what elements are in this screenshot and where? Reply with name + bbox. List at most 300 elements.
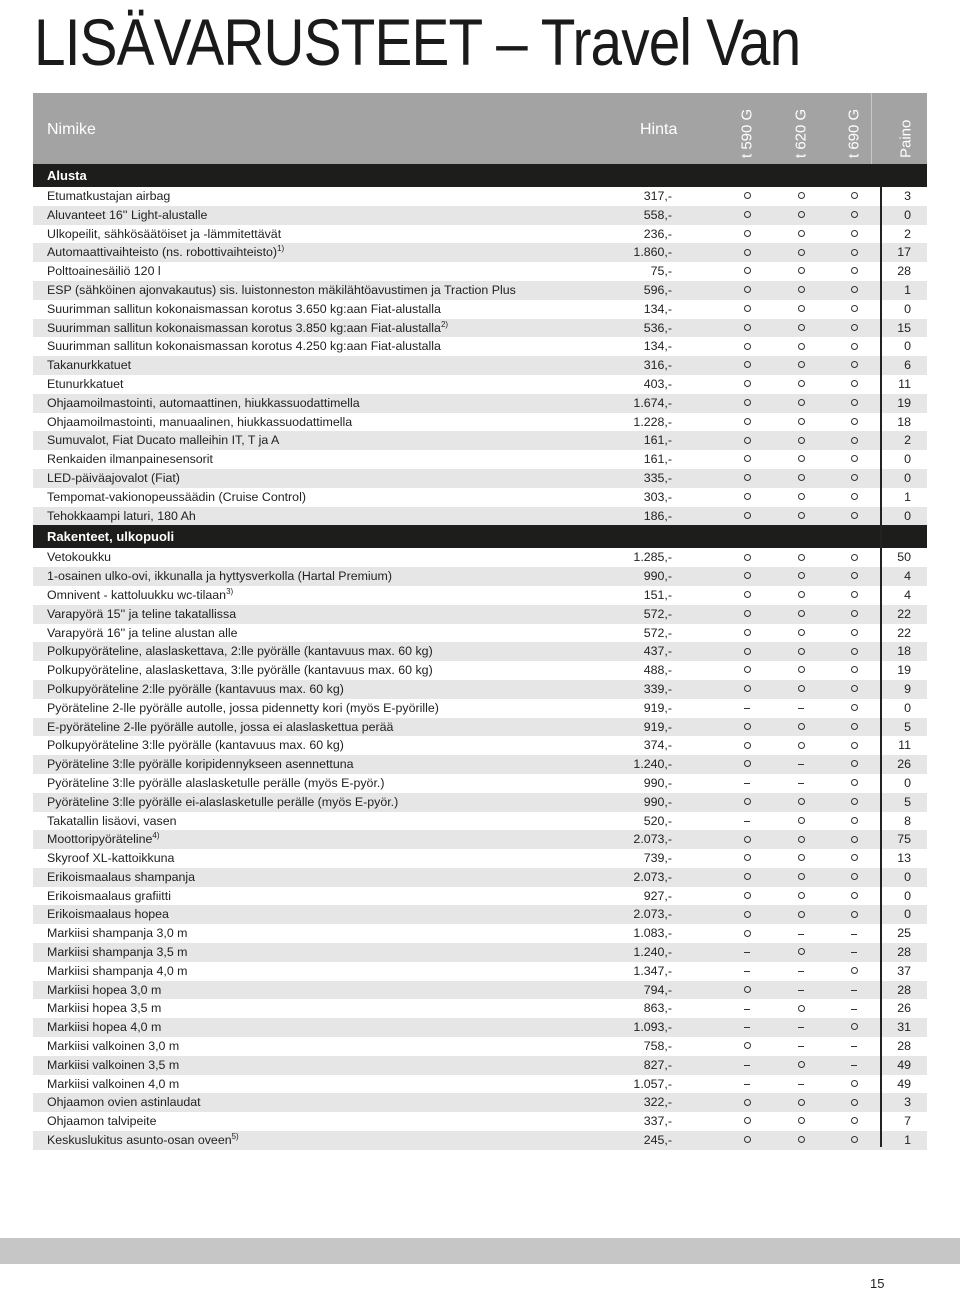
item-name	[47, 187, 170, 206]
item-name-text: Erikoismaalaus hopea	[47, 907, 169, 922]
item-name	[47, 375, 123, 394]
optional-circle-icon	[737, 548, 757, 567]
item-price: 151,-	[643, 587, 672, 602]
item-weight: 0	[904, 452, 911, 467]
optional-circle-icon	[844, 1018, 864, 1037]
item-name-text: Etumatkustajan airbag	[47, 189, 171, 203]
optional-circle-icon	[737, 624, 757, 643]
optional-circle-icon	[844, 187, 864, 206]
table-row	[33, 394, 927, 413]
optional-circle-icon	[844, 1131, 864, 1150]
item-name-text: Varapyörä 16'' ja teline alustan alle	[47, 625, 238, 640]
item-weight: 0	[904, 700, 911, 715]
optional-circle-icon	[844, 319, 864, 338]
optional-circle-icon	[737, 507, 757, 526]
table-row	[33, 469, 927, 488]
item-name	[47, 680, 344, 699]
item-name-text: Aluvanteet 16'' Light-alustalle	[47, 207, 208, 222]
item-weight: 18	[897, 644, 911, 659]
item-name-text: Erikoismaalaus grafiitti	[47, 888, 171, 903]
item-price: 303,-	[643, 489, 672, 504]
optional-circle-icon	[844, 661, 864, 680]
optional-circle-icon	[791, 1056, 811, 1075]
item-name	[47, 999, 161, 1018]
item-weight: 0	[904, 508, 911, 523]
item-name-text: Polkupyöräteline 3:lle pyörälle (kantavuus max. 60 kg)	[47, 738, 344, 753]
optional-circle-icon	[844, 356, 864, 375]
item-name	[47, 413, 352, 432]
optional-circle-icon	[844, 431, 864, 450]
not-available-dash-icon	[791, 924, 811, 943]
item-name	[47, 962, 187, 981]
header-model-3: t 690 G	[845, 108, 863, 158]
table-row	[33, 1037, 927, 1056]
item-name-text: ESP (sähköinen ajonvakautus) sis. luistonneston mäkilähtöavustimen ja Traction Plus	[47, 282, 516, 297]
optional-circle-icon	[791, 718, 811, 737]
optional-circle-icon	[737, 1131, 757, 1150]
optional-circle-icon	[791, 337, 811, 356]
table-row	[33, 1056, 927, 1075]
table-row	[33, 319, 927, 338]
not-available-dash-icon	[844, 943, 864, 962]
optional-circle-icon	[844, 586, 864, 605]
optional-circle-icon	[737, 755, 757, 774]
optional-circle-icon	[844, 905, 864, 924]
optional-circle-icon	[844, 206, 864, 225]
footnote-ref: 5)	[231, 1132, 239, 1142]
item-weight: 17	[897, 245, 911, 260]
item-price: 2.073,-	[633, 907, 672, 922]
optional-circle-icon	[737, 300, 757, 319]
optional-circle-icon	[844, 337, 864, 356]
item-weight: 49	[897, 1076, 911, 1091]
not-available-dash-icon	[737, 699, 757, 718]
optional-circle-icon	[791, 413, 811, 432]
optional-circle-icon	[737, 431, 757, 450]
item-weight: 0	[904, 470, 911, 485]
optional-circle-icon	[791, 375, 811, 394]
not-available-dash-icon	[737, 999, 757, 1018]
item-price: 161,-	[643, 433, 672, 448]
item-price: 1.347,-	[633, 963, 672, 978]
item-name-text: Pyöräteline 3:lle pyörälle koripidennykseen asennettuna	[47, 757, 354, 772]
item-name-text: Takatallin lisäovi, vasen	[47, 813, 177, 828]
item-weight: 5	[904, 794, 911, 809]
item-name-text: Polkupyöräteline, alaslaskettava, 3:lle pyörälle (kantavuus max. 60 kg)	[47, 663, 433, 678]
item-price: 1.285,-	[633, 550, 672, 565]
item-weight: 18	[897, 414, 911, 429]
optional-circle-icon	[737, 567, 757, 586]
table-row	[33, 507, 927, 526]
optional-circle-icon	[844, 868, 864, 887]
optional-circle-icon	[737, 337, 757, 356]
optional-circle-icon	[844, 962, 864, 981]
item-name-text: Erikoismaalaus shampanja	[47, 869, 196, 884]
item-price: 2.073,-	[633, 832, 672, 847]
table-row	[33, 605, 927, 624]
optional-circle-icon	[844, 243, 864, 262]
item-name-text: Varapyörä 15'' ja teline takatallissa	[47, 606, 237, 621]
item-weight: 0	[904, 339, 911, 354]
optional-circle-icon	[737, 187, 757, 206]
item-price: 335,-	[643, 470, 672, 485]
item-price: 75,-	[650, 264, 672, 279]
table-row	[33, 281, 927, 300]
table-row	[33, 755, 927, 774]
header-divider	[871, 93, 872, 164]
item-price: 520,-	[643, 813, 672, 828]
footnote-ref: 4)	[152, 831, 160, 841]
not-available-dash-icon	[791, 1037, 811, 1056]
item-name	[47, 605, 236, 624]
item-name	[47, 337, 441, 356]
item-name-text: Sumuvalot, Fiat Ducato malleihin IT, T ja A	[47, 433, 280, 448]
item-name-text: Markiisi hopea 3,5 m	[47, 1001, 162, 1016]
table-row	[33, 887, 927, 906]
item-weight: 3	[904, 189, 911, 203]
item-name-text: Markiisi hopea 4,0 m	[47, 1020, 162, 1035]
not-available-dash-icon	[737, 774, 757, 793]
item-weight: 26	[897, 757, 911, 772]
optional-circle-icon	[737, 262, 757, 281]
optional-circle-icon	[791, 356, 811, 375]
optional-circle-icon	[737, 225, 757, 244]
item-price: 572,-	[643, 625, 672, 640]
item-name-text: Markiisi valkoinen 3,5 m	[47, 1057, 180, 1072]
optional-circle-icon	[791, 243, 811, 262]
table-row	[33, 1018, 927, 1037]
item-weight: 28	[897, 1039, 911, 1054]
optional-circle-icon	[844, 300, 864, 319]
item-name	[47, 924, 187, 943]
optional-circle-icon	[791, 262, 811, 281]
item-name-text: Takanurkkatuet	[47, 358, 132, 373]
item-name	[47, 225, 281, 244]
optional-circle-icon	[844, 375, 864, 394]
optional-circle-icon	[737, 605, 757, 624]
optional-circle-icon	[791, 812, 811, 831]
item-price: 758,-	[643, 1039, 672, 1054]
item-price: 1.860,-	[633, 245, 672, 260]
item-price: 339,-	[643, 681, 672, 696]
item-price: 919,-	[643, 719, 672, 734]
not-available-dash-icon	[791, 699, 811, 718]
item-name-text: Polttoainesäiliö 120 l	[47, 264, 161, 279]
item-name	[47, 319, 448, 338]
item-name-text: Pyöräteline 3:lle pyörälle ei-alaslasketulle perälle (myös E-pyör.)	[47, 794, 399, 809]
optional-circle-icon	[844, 1112, 864, 1131]
item-weight: 5	[904, 719, 911, 734]
table-row	[33, 413, 927, 432]
table-row	[33, 736, 927, 755]
section-header: Rakenteet, ulkopuoli	[33, 525, 927, 548]
item-weight: 49	[897, 1057, 911, 1072]
table-row	[33, 567, 927, 586]
optional-circle-icon	[844, 548, 864, 567]
table-row	[33, 661, 927, 680]
optional-circle-icon	[737, 793, 757, 812]
item-name	[47, 849, 174, 868]
item-price: 827,-	[643, 1057, 672, 1072]
page-title: LISÄVARUSTEET – Travel Van	[34, 5, 801, 79]
footnote-ref: 3)	[226, 586, 234, 596]
item-weight: 0	[904, 907, 911, 922]
item-price: 186,-	[643, 508, 672, 523]
table-row	[33, 375, 927, 394]
weight-column-rule	[880, 186, 882, 1147]
item-price: 794,-	[643, 982, 672, 997]
item-name	[47, 905, 169, 924]
not-available-dash-icon	[737, 943, 757, 962]
optional-circle-icon	[844, 774, 864, 793]
table-row	[33, 1093, 927, 1112]
optional-circle-icon	[737, 206, 757, 225]
item-price: 990,-	[643, 794, 672, 809]
item-name-text: Ulkopeilit, sähkösäätöiset ja -lämmitettävät	[47, 226, 282, 241]
table-row	[33, 849, 927, 868]
item-weight: 1	[904, 1133, 911, 1148]
optional-circle-icon	[737, 281, 757, 300]
item-price: 134,-	[643, 339, 672, 354]
table-row	[33, 793, 927, 812]
item-name-text: E-pyöräteline 2-lle pyörälle autolle, jossa ei alaslaskettua perää	[47, 719, 394, 734]
table-row	[33, 225, 927, 244]
optional-circle-icon	[737, 1112, 757, 1131]
optional-circle-icon	[844, 812, 864, 831]
not-available-dash-icon	[791, 1018, 811, 1037]
optional-circle-icon	[844, 225, 864, 244]
table-row	[33, 548, 927, 567]
item-price: 739,-	[643, 851, 672, 866]
item-name-text: LED-päiväajovalot (Fiat)	[47, 470, 180, 485]
item-name	[47, 450, 213, 469]
table-row	[33, 300, 927, 319]
item-name	[47, 431, 279, 450]
item-name-text: Polkupyöräteline, alaslaskettava, 2:lle pyörälle (kantavuus max. 60 kg)	[47, 644, 433, 659]
item-name-text: Ohjaamoilmastointi, manuaalinen, hiukkassuodattimella	[47, 414, 353, 429]
item-name	[47, 718, 393, 737]
optional-circle-icon	[737, 1093, 757, 1112]
item-price: 161,-	[643, 452, 672, 467]
footnote-ref: 2)	[440, 319, 449, 329]
item-name-text: Suurimman sallitun kokonaismassan korotus 3.850 kg:aan Fiat-alustalla	[47, 320, 441, 335]
not-available-dash-icon	[791, 774, 811, 793]
optional-circle-icon	[844, 567, 864, 586]
optional-circle-icon	[791, 394, 811, 413]
optional-circle-icon	[737, 319, 757, 338]
item-name	[47, 394, 360, 413]
optional-circle-icon	[791, 661, 811, 680]
item-name	[47, 981, 161, 1000]
item-weight: 22	[897, 625, 911, 640]
item-weight: 13	[897, 851, 911, 866]
item-name-text: Markiisi shampanja 3,5 m	[47, 945, 188, 960]
optional-circle-icon	[791, 281, 811, 300]
item-name	[47, 868, 195, 887]
optional-circle-icon	[737, 394, 757, 413]
table-row	[33, 243, 927, 262]
item-price: 316,-	[643, 358, 672, 373]
item-name-text: Markiisi shampanja 3,0 m	[47, 926, 188, 941]
item-price: 919,-	[643, 700, 672, 715]
item-weight: 26	[897, 1001, 911, 1016]
optional-circle-icon	[844, 507, 864, 526]
not-available-dash-icon	[737, 962, 757, 981]
optional-circle-icon	[791, 605, 811, 624]
item-name-text: Etunurkkatuet	[47, 376, 124, 391]
item-price: 322,-	[643, 1095, 672, 1110]
table-row	[33, 718, 927, 737]
item-price: 990,-	[643, 775, 672, 790]
item-name-text: Polkupyöräteline 2:lle pyörälle (kantavuus max. 60 kg)	[47, 681, 344, 696]
optional-circle-icon	[737, 887, 757, 906]
not-available-dash-icon	[737, 1056, 757, 1075]
not-available-dash-icon	[844, 924, 864, 943]
optional-circle-icon	[737, 488, 757, 507]
item-name	[47, 356, 131, 375]
header-model-2: t 620 G	[792, 108, 810, 158]
optional-circle-icon	[791, 793, 811, 812]
optional-circle-icon	[844, 605, 864, 624]
item-price: 1.240,-	[633, 757, 672, 772]
item-weight: 11	[898, 738, 911, 753]
item-name-text: Skyroof XL-kattoikkuna	[47, 851, 175, 866]
item-name-text: Ohjaamon ovien astinlaudat	[47, 1095, 201, 1110]
item-weight: 37	[897, 963, 911, 978]
item-name-text: Omnivent - kattoluukku wc-tilaan	[47, 587, 227, 602]
table-header	[33, 93, 927, 164]
optional-circle-icon	[791, 1093, 811, 1112]
table-row	[33, 981, 927, 1000]
item-name	[47, 567, 392, 586]
optional-circle-icon	[737, 830, 757, 849]
item-name	[47, 586, 233, 605]
not-available-dash-icon	[791, 755, 811, 774]
item-price: 245,-	[643, 1133, 672, 1148]
item-weight: 9	[904, 681, 911, 696]
item-name	[47, 661, 433, 680]
not-available-dash-icon	[844, 1056, 864, 1075]
table-row	[33, 450, 927, 469]
item-name	[47, 830, 160, 849]
optional-circle-icon	[737, 868, 757, 887]
item-name-text: Pyöräteline 3:lle pyörälle alaslasketulle perälle (myös E-pyör.)	[47, 775, 385, 790]
item-weight: 11	[898, 376, 911, 391]
item-name	[47, 1131, 239, 1150]
item-weight: 1	[904, 282, 911, 297]
optional-circle-icon	[737, 981, 757, 1000]
optional-circle-icon	[844, 699, 864, 718]
optional-circle-icon	[737, 413, 757, 432]
optional-circle-icon	[844, 394, 864, 413]
table-row	[33, 624, 927, 643]
optional-circle-icon	[737, 924, 757, 943]
item-name	[47, 243, 284, 262]
table-row	[33, 812, 927, 831]
not-available-dash-icon	[737, 1018, 757, 1037]
header-name: Nimike	[47, 121, 96, 138]
table-row	[33, 356, 927, 375]
table-row	[33, 1112, 927, 1131]
optional-circle-icon	[791, 905, 811, 924]
item-name	[47, 1018, 161, 1037]
item-name	[47, 262, 161, 281]
optional-circle-icon	[791, 206, 811, 225]
table-row	[33, 868, 927, 887]
item-name	[47, 1056, 179, 1075]
optional-circle-icon	[737, 450, 757, 469]
item-weight: 75	[897, 832, 911, 847]
table-row	[33, 699, 927, 718]
item-name-text: Moottoripyöräteline	[47, 832, 153, 847]
not-available-dash-icon	[791, 1075, 811, 1094]
header-weight: Paino	[897, 119, 915, 158]
table-row	[33, 962, 927, 981]
optional-circle-icon	[791, 300, 811, 319]
item-price: 572,-	[643, 606, 672, 621]
item-price: 927,-	[643, 888, 672, 903]
table-row	[33, 262, 927, 281]
item-weight: 2	[904, 226, 911, 241]
item-name	[47, 699, 439, 718]
table-row	[33, 1075, 927, 1094]
item-name-text: Renkaiden ilmanpainesensorit	[47, 452, 213, 467]
item-weight: 2	[904, 433, 911, 448]
optional-circle-icon	[844, 849, 864, 868]
optional-circle-icon	[737, 469, 757, 488]
item-name-text: Pyöräteline 2-lle pyörälle autolle, jossa pidennetty kori (myös E-pyörille)	[47, 700, 439, 715]
table-row	[33, 905, 927, 924]
optional-circle-icon	[791, 450, 811, 469]
optional-circle-icon	[844, 413, 864, 432]
item-price: 1.240,-	[633, 945, 672, 960]
item-name-text: Tehokkaampi laturi, 180 Ah	[47, 508, 196, 523]
table-row	[33, 830, 927, 849]
item-weight: 4	[904, 587, 911, 602]
table-row	[33, 206, 927, 225]
optional-circle-icon	[844, 642, 864, 661]
item-price: 437,-	[643, 644, 672, 659]
item-weight: 0	[904, 869, 911, 884]
optional-circle-icon	[791, 431, 811, 450]
item-name	[47, 793, 398, 812]
optional-circle-icon	[844, 793, 864, 812]
optional-circle-icon	[844, 469, 864, 488]
table-body	[33, 164, 927, 1150]
item-name	[47, 736, 344, 755]
optional-circle-icon	[844, 624, 864, 643]
header-price: Hinta	[640, 121, 678, 138]
optional-circle-icon	[844, 488, 864, 507]
item-name	[47, 1093, 201, 1112]
optional-circle-icon	[791, 1131, 811, 1150]
optional-circle-icon	[844, 830, 864, 849]
item-price: 337,-	[643, 1114, 672, 1129]
item-weight: 50	[897, 550, 911, 565]
item-weight: 7	[904, 1114, 911, 1129]
item-name-text: Vetokoukku	[47, 550, 112, 565]
item-price: 317,-	[643, 189, 672, 203]
item-weight: 0	[904, 207, 911, 222]
table-row	[33, 337, 927, 356]
table-row	[33, 943, 927, 962]
item-weight: 0	[904, 301, 911, 316]
item-name	[47, 943, 187, 962]
item-name-text: Automaattivaihteisto (ns. robottivaihteisto)	[47, 245, 278, 260]
item-weight: 8	[904, 813, 911, 828]
item-name-text: Keskuslukitus asunto-osan oveen	[47, 1133, 232, 1148]
item-price: 863,-	[643, 1001, 672, 1016]
